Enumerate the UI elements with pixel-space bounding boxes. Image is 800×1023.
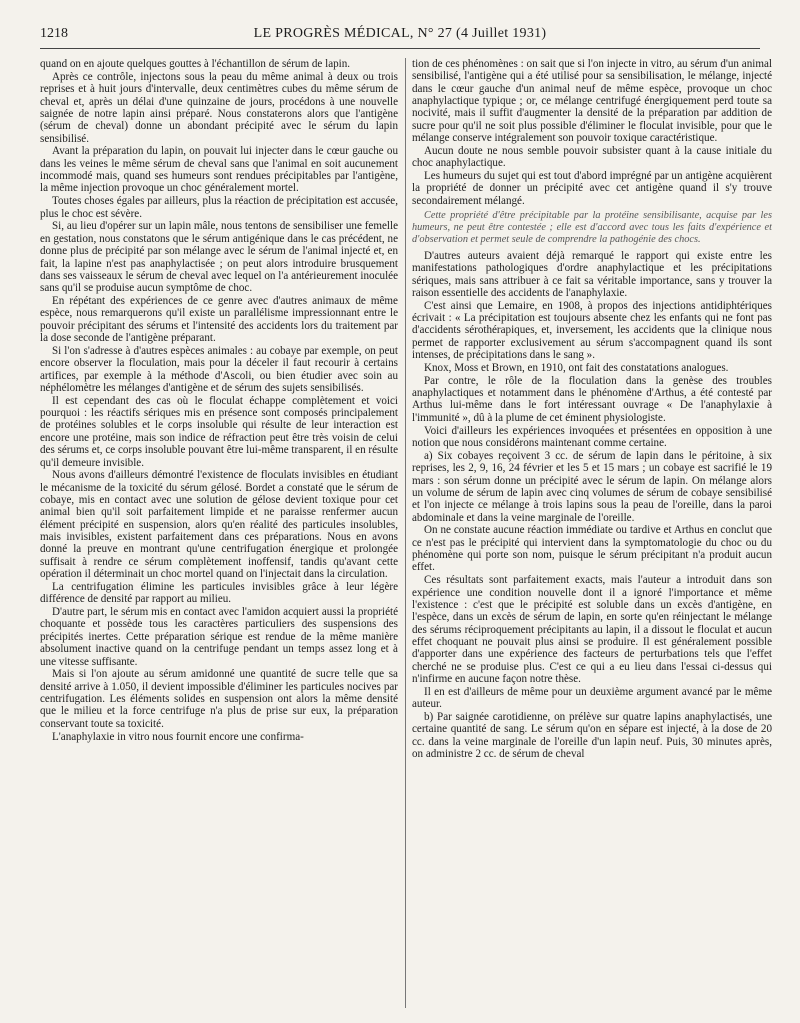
- paragraph: L'anaphylaxie in vitro nous fournit encore une confirma-: [52, 730, 304, 743]
- paragraph: On ne constate aucune réaction immédiate ou tardive et Arthus en conclut que ce n'est pas le précipité qui intervient dans la symptomatologie du choc ou du phénomène qui porte son nom, puisque le sérum précipitant n'a produit aucun effet.: [412, 524, 772, 574]
- left-column: [40, 58, 398, 1008]
- paragraph: Mais si l'on ajoute au sérum amidonné une quantité de sucre telle que sa densité arrive à 1.050, il devient impossible d'éliminer les particules nocives par centrifugation. Les éléments solides en suspension ont alors la même densité que le milieu et la force centrifuge n'a plus de prise sur eux, la préparation conservant toute sa toxicité.: [40, 668, 398, 730]
- paragraph: Knox, Moss et Brown, en 1910, ont fait des constatations analogues.: [424, 361, 729, 374]
- column-divider: [405, 58, 406, 1008]
- paragraph: quand on en ajoute quelques gouttes à l'échantillon de sérum de lapin.: [40, 58, 351, 70]
- paragraph: Avant la préparation du lapin, on pouvait lui injecter dans le cœur gauche ou dans les veines le même sérum de cheval sans que l'animal en soit aucunement incommodé mais, quand ses humeurs sont rendues précipitables par l'antigène, la même injection provoque un choc généralement mortel.: [40, 145, 398, 195]
- paragraph: Voici d'ailleurs les expériences invoquées et présentées en opposition à une notion que nous considérons maintenant comme certaine.: [412, 424, 772, 449]
- paragraph: En répétant des expériences de ce genre avec d'autres animaux de même espèce, nous remarquerons qu'il existe un parallélisme impressionnant entre le pouvoir précipitant des sérums et l'intensité des accidents lors du traitement par la dose seconde de l'antigène préparant.: [40, 295, 398, 345]
- paragraph: Il est cependant des cas où le floculat échappe complètement et voici pourquoi : les réactifs sériques mis en présence sont composés principalement de protéines solubles et le corps insoluble qui résulte de leur interaction est encore une protéine, mais son indice de réfraction peut être très voisin de celui des sérums et, ce corps insoluble pouvant être lui-même transparent, il en résulte qu'il demeure invisible.: [40, 394, 398, 469]
- right-column: [412, 58, 772, 1008]
- paragraph: Par contre, le rôle de la floculation dans la genèse des troubles anaphylactiques et notamment dans le phénomène d'Arthus, a été contesté par Arthus lui-même dans le fort intéressant ouvrage « De l'anaphylaxie à l'immunité », dû à la plume de cet éminent physiologiste.: [412, 374, 772, 424]
- paragraph: C'est ainsi que Lemaire, en 1908, à propos des injections antidiphtériques écrivait : « La précipitation est toujours absente chez les enfants qui ne font pas d'accidents sérothérapiques, et, inversement, les accidents que la clinique nous permet de rapporter exclusivement au sérum s'accompagnent quand ils sont intenses, de précipitations dans le sang ».: [412, 299, 772, 362]
- page-header: [40, 26, 760, 46]
- paragraph: Si, au lieu d'opérer sur un lapin mâle, nous tentons de sensibiliser une femelle en gestation, nous constatons que le sérum antigénique dans le cas précédent, ne donne plus de précipité par son mélange avec le sérum de l'animal injecté et, en fait, la lapine n'est pas anaphylactisée ; on peut alors introduire brusquement dans ses vaisseaux le sérum de cheval avec lequel on l'a antérieurement inoculée sans qu'il se produise aucun symptôme de choc.: [40, 220, 398, 295]
- paragraph: D'autre part, le sérum mis en contact avec l'amidon acquiert aussi la propriété choquante et possède tous les caractères particuliers des suspensions des précipités inertes. Cette préparation sérique est rendue de la même manière absolument inactive quand on la centrifuge pendant un temps assez long et à une vitesse suffisante.: [40, 606, 398, 668]
- paragraph: Les humeurs du sujet qui est tout d'abord imprégné par un antigène acquièrent la propriété de donner un précipité avec cet antigène quand il s'y trouve secondairement mélangé.: [412, 170, 772, 207]
- paragraph: tion de ces phénomènes : on sait que si l'on injecte in vitro, au sérum d'un animal sensibilisé, l'antigène qui a été utilisé pour sa sensibilisation, le mélange, injecté dans le cœur gauche d'un animal neuf de même espèce, provoque un choc anaphylactique typique ; or, ce mélange centrifugé énergiquement perd toute sa nocivité, mais il suffit d'augmenter la densité de la préparation par addition de sucre pour qu'il ne soit plus possible d'éliminer le floculat invisible, pour que le mélange conserve intégralement son pouvoir toxique caractéristique.: [412, 58, 772, 145]
- paragraph: Nous avons d'ailleurs démontré l'existence de floculats invisibles en étudiant le mécanisme de la toxicité du sérum gélosé. Bordet a constaté que le sérum de cobaye, mis en contact avec une solution de gélose devient toxique pour cet animal bien qu'il soit parfaitement limpide et ne paraisse renfermer aucun élément précipité en suspension, alors qu'en réalité des particules insolubles, mais invisibles, existent parfaitement dans ces préparations. Nous en avons donné la preuve en montrant qu'une centrifugation énergique et prolongée suffisait à rendre ce sérum complètement inoffensif, tandis qu'avant cette opération il déterminait un choc mortel quand on l'injectait dans la circulation.: [40, 469, 398, 581]
- paragraph: Après ce contrôle, injectons sous la peau du même animal à deux ou trois reprises et à huit jours d'intervalle, deux centimètres cubes du même sérum de cheval et, après un délai d'une quinzaine de jours, procédons à une nouvelle saignée de notre lapin ainsi préparé. Nous constaterons alors que l'antigène (sérum de cheval) donne un abondant précipité avec le sérum du lapin sensibilisé.: [40, 70, 398, 145]
- paragraph: Aucun doute ne nous semble pouvoir subsister quant à la cause initiale du choc anaphylactique.: [412, 144, 772, 170]
- paragraph: a) Six cobayes reçoivent 3 cc. de sérum de lapin dans le péritoine, à six reprises, les 2, 9, 16, 24 février et les 5 et 15 mars ; un cobaye est sacrifié le 19 mars : son sérum donne un précipité avec le sérum de lapin. On mélange alors un volume de sérum de lapin avec cinq volumes de sérum de cobaye sensibilisé et l'on injecte ce mélange à trois lapins sous la peau de l'oreille, dans la paroi abdominale et dans la veine marginale de l'oreille.: [412, 449, 772, 524]
- paragraph: La centrifugation élimine les particules invisibles grâce à leur légère différence de densité par rapport au milieu.: [40, 580, 398, 606]
- paragraph: Ces résultats sont parfaitement exacts, mais l'auteur a introduit dans son expérience une condition nouvelle dont il a ignoré l'importance et même l'existence : c'est que le précipité est soluble dans un excès d'antigène, en l'espèce, dans un excès de sérum de lapin, en sorte qu'en réinjectant le mélange des sérums réciproquement précipitants au lapin, il a dissout le floculat et aucun effet choquant ne pouvait plus ainsi se produire. Il est généralement possible d'apporter dans une expérience des facteurs de perturbations tels que l'effet cherché ne se produise plus. C'est ce qui a eu lieu dans l'essai ci-dessus qui n'infirme en aucune façon notre thèse.: [412, 574, 772, 686]
- paragraph: Si l'on s'adresse à d'autres espèces animales : au cobaye par exemple, on peut encore observer la floculation, mais pour la déceler il faut recourir à certains artifices, par exemple à la méthode d'Ascoli, ou bien étudier avec soin au néphélomètre les mélanges d'antigène et de sérum des sujets sensibilisés.: [40, 344, 398, 394]
- paragraph: b) Par saignée carotidienne, on prélève sur quatre lapins anaphylactisés, une certaine quantité de sang. Le sérum qu'on en sépare est injecté, à la dose de 20 cc. dans la veine marginale de l'oreille d'un lapin neuf. Puis, 30 minutes après, on administre 2 cc. de sérum de cheval: [412, 711, 772, 761]
- italic-paragraph: Cette propriété d'être précipitable par la protéine sensibilisante, acquise par les humeurs, ne peut être contestée ; elle est d'accord avec tous les faits d'expérience et d'observation et permet seule de comprendre la pathogénie des chocs.: [412, 210, 772, 245]
- paragraph: Toutes choses égales par ailleurs, plus la réaction de précipitation est accusée, plus le choc est sévère.: [40, 195, 398, 220]
- paragraph: Il en est d'ailleurs de même pour un deuxième argument avancé par le même auteur.: [412, 685, 772, 711]
- paragraph: D'autres auteurs avaient déjà remarqué le rapport qui existe entre les manifestations pathologiques d'ordre anaphylactique et les précipitations sériques, mais sans attribuer à ce fait sa véritable importance, sans y trouver la raison essentielle des accidents de l'anaphylaxie.: [412, 249, 772, 299]
- header-rule: [40, 48, 760, 49]
- journal-title: LE PROGRÈS MÉDICAL, N° 27 (4 Juillet 1931): [253, 26, 547, 41]
- page-number: 1218: [40, 26, 68, 41]
